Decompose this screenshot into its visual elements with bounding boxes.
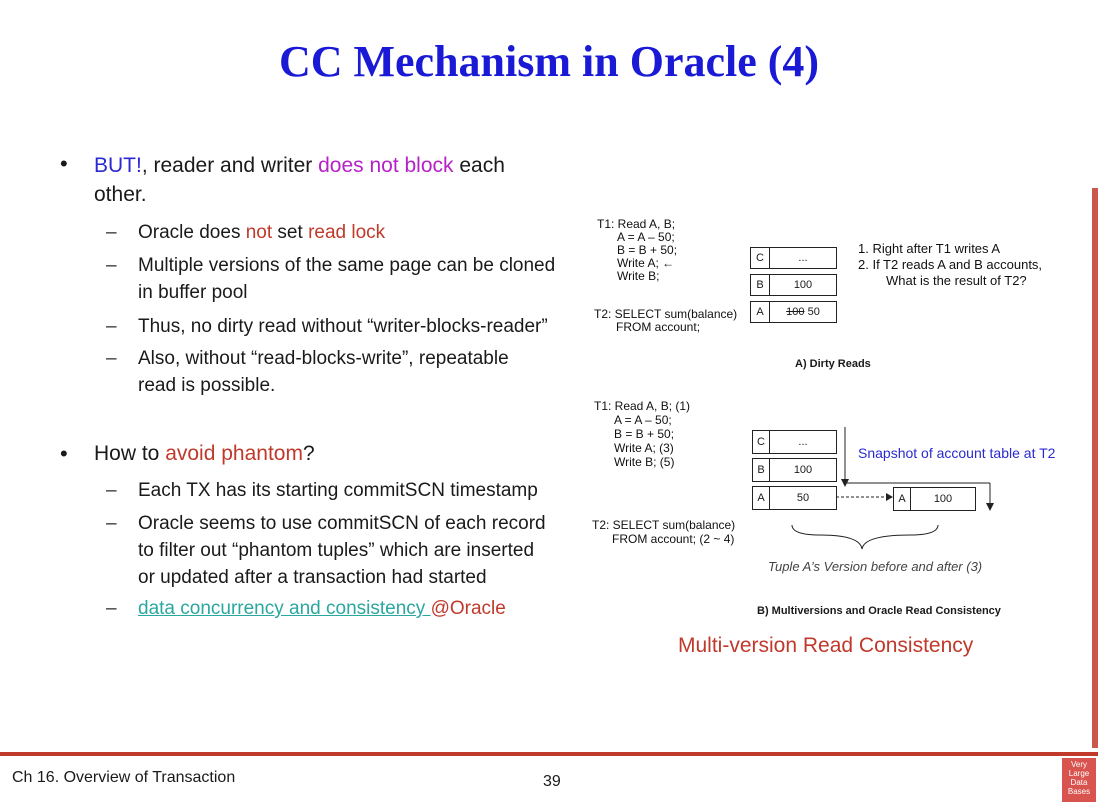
t1-script-a: T1: Read A, B; A = A – 50; B = B + 50; Write A; ← Write B; <box>597 217 678 283</box>
vldb-logo: Very Large Data Bases <box>1062 758 1096 802</box>
row-value: 50 <box>769 486 837 510</box>
t1-script-b: T1: Read A, B; (1) A = A – 50; B = B + 50; Write A; (3) Write B; (5) <box>594 399 691 469</box>
row-value: 100 <box>769 458 837 482</box>
caption-b: B) Multiversions and Oracle Read Consistency <box>757 605 1001 617</box>
row-key: B <box>752 458 770 482</box>
version-label: Tuple A’s Version before and after (3) <box>768 559 983 574</box>
footer-chapter: Ch 16. Overview of Transaction <box>12 769 236 786</box>
bullet-dot: • <box>60 441 68 466</box>
row-key: A <box>752 486 770 510</box>
t2-script-a: T2: SELECT sum(balance) FROM account; <box>594 307 738 334</box>
row-key: C <box>750 247 770 269</box>
snapshot-key: A <box>893 487 911 511</box>
page-number: 39 <box>543 773 561 790</box>
snapshot-label: Snapshot of account table at T2 <box>858 445 1056 461</box>
multiversion-heading: Multi-version Read Consistency <box>678 634 974 657</box>
row-value: 100 50 <box>769 301 837 323</box>
caption-a: A) Dirty Reads <box>795 358 871 370</box>
slide-title: CC Mechanism in Oracle (4) <box>278 37 820 86</box>
question-list: 1. Right after T1 writes A 2. If T2 reads A and B accounts, What is the result of T2? <box>858 241 1043 288</box>
bullet-2: How to avoid phantom? <box>94 442 315 465</box>
bullet-1-line-1: BUT!, reader and writer does not block each <box>94 154 505 177</box>
bullet-dot: • <box>60 151 68 176</box>
oracle-doc-link[interactable]: data concurrency and consistency <box>138 598 431 619</box>
snapshot-value: 100 <box>910 487 976 511</box>
row-value: 100 <box>769 274 837 296</box>
row-key: A <box>750 301 770 323</box>
t2-script-b: T2: SELECT sum(balance) FROM account; (2 ~ 4) <box>592 518 736 546</box>
footer-divider <box>0 752 1098 756</box>
row-value: ... <box>769 247 837 269</box>
row-key: B <box>750 274 770 296</box>
row-key: C <box>752 430 770 454</box>
right-accent-bar <box>1092 188 1098 748</box>
row-value: ... <box>769 430 837 454</box>
bullet-1-line-2: other. <box>94 183 147 206</box>
